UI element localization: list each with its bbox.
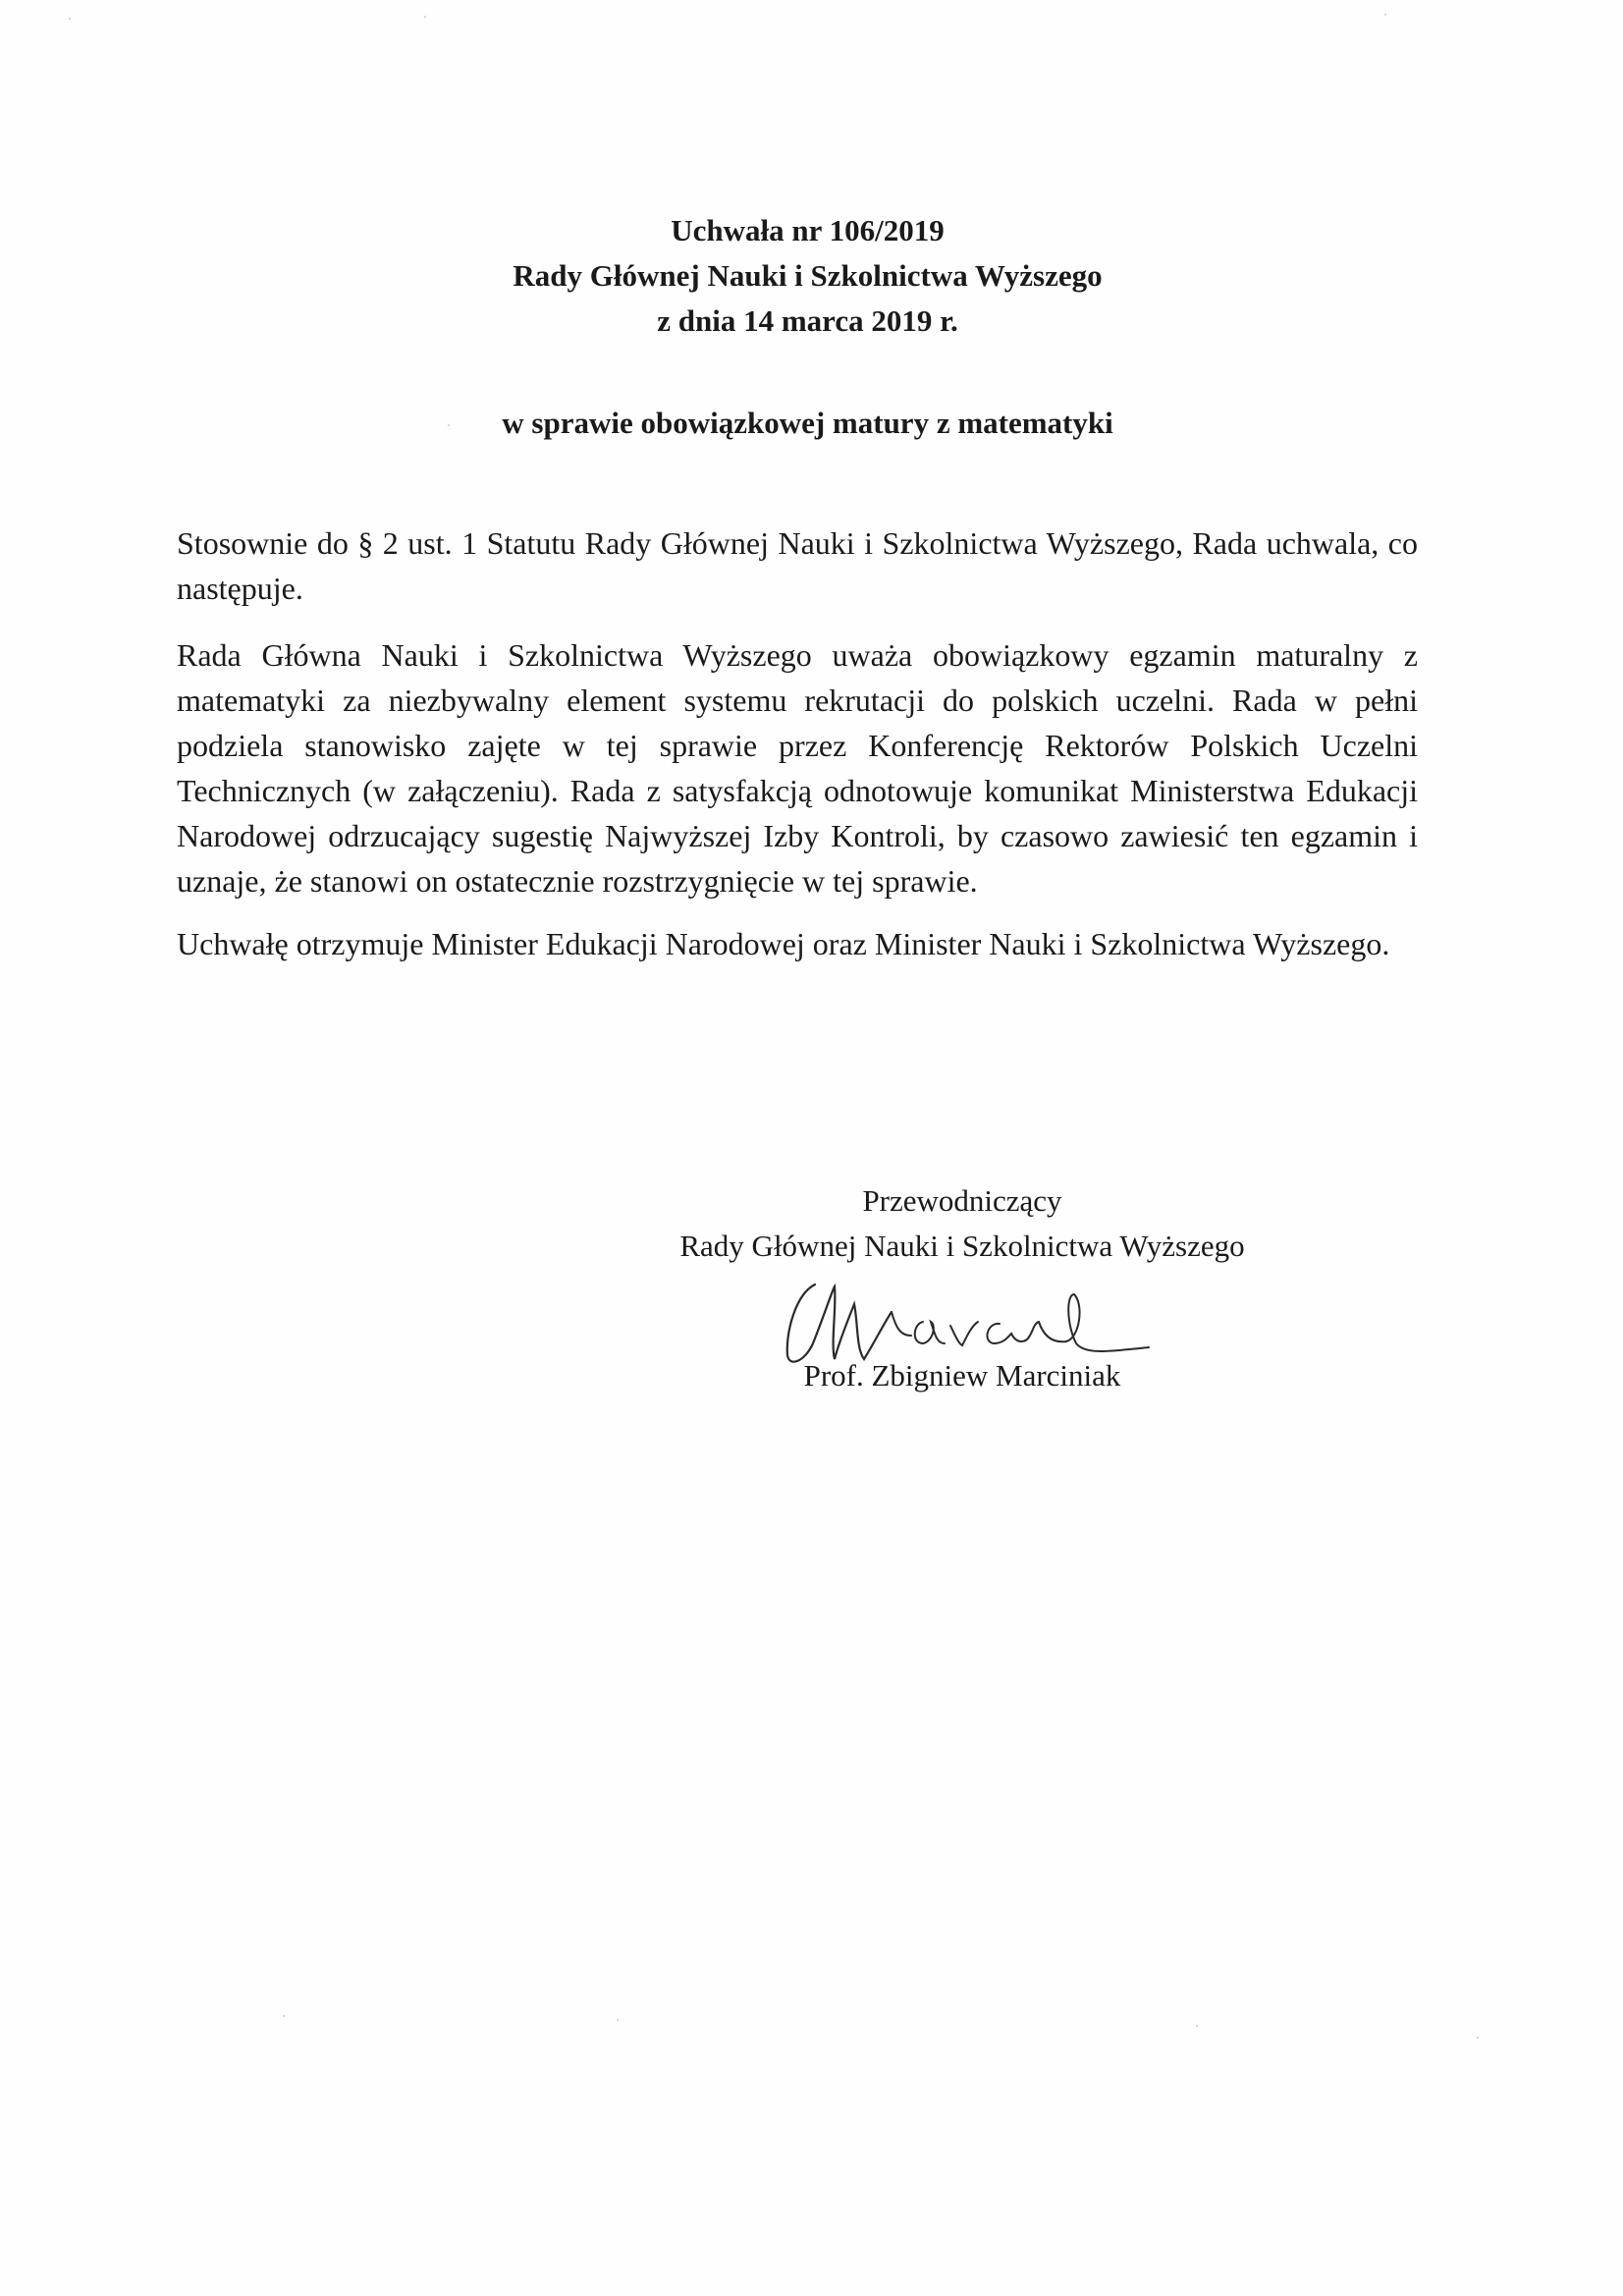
scan-speck	[448, 424, 450, 426]
resolution-date: z dnia 14 marca 2019 r.	[657, 303, 958, 338]
paragraph-text: Stosownie do § 2 ust. 1 Statutu Rady Głównej Nauki i Szkolnictwa Wyższego, Rada uchwala, co następuje.	[177, 525, 1418, 606]
signatory-organization: Rady Głównej Nauki i Szkolnictwa Wyższego	[679, 1229, 1245, 1263]
scan-speck	[69, 18, 71, 20]
signature-stroke	[892, 1312, 911, 1336]
issuing-body: Rady Głównej Nauki i Szkolnictwa Wyższego	[513, 258, 1103, 293]
signature-stroke	[915, 1322, 945, 1343]
scan-speck	[283, 2015, 285, 2017]
signature-stroke	[950, 1322, 978, 1345]
signatory-role: Przewodniczący	[862, 1183, 1062, 1218]
signature-stroke	[987, 1322, 1039, 1343]
scan-speck	[1477, 2037, 1479, 2039]
paragraph-text: Rada Główna Nauki i Szkolnictwa Wyższego uważa obowiązkowy egzamin maturalny z matematyki za niezbywalny element systemu rekrutacji do polskich uczelni. Rada w pełni podziela stanowisko zajęte w tej sprawie przez Konferencję Rektorów Polskich Uczelni Technicznych (w załączeniu). Rada z satysfakcją odnotowuje komunikat Ministerstwa Edukacji Narodowej odrzucający sugestię Najwyższej Izby Kontroli, by czasowo zawiesić ten egzamin i uznaje, że stanowi on ostatecznie rozstrzygnięcie w tej sprawie.	[177, 637, 1418, 899]
body-paragraph-2	[177, 632, 1418, 925]
signature-stroke	[787, 1285, 892, 1362]
scan-speck	[617, 2019, 619, 2021]
scan-speck	[1196, 2025, 1198, 2027]
resolution-subject: w sprawie obowiązkowej matury z matematyki	[502, 406, 1113, 440]
resolution-number: Uchwała nr 106/2019	[671, 213, 945, 247]
scan-speck	[1384, 14, 1386, 16]
body-paragraph-1	[177, 520, 1418, 632]
signatory-name: Prof. Zbigniew Marciniak	[803, 1358, 1121, 1393]
paragraph-text: Uchwałę otrzymuje Minister Edukacji Narodowej oraz Minister Nauki i Szkolnictwa Wyższego.	[177, 926, 1390, 961]
resolution-header	[0, 208, 1619, 344]
scan-speck	[424, 16, 426, 18]
body-paragraph-3	[177, 921, 1418, 988]
signature-stroke	[1039, 1294, 1149, 1351]
